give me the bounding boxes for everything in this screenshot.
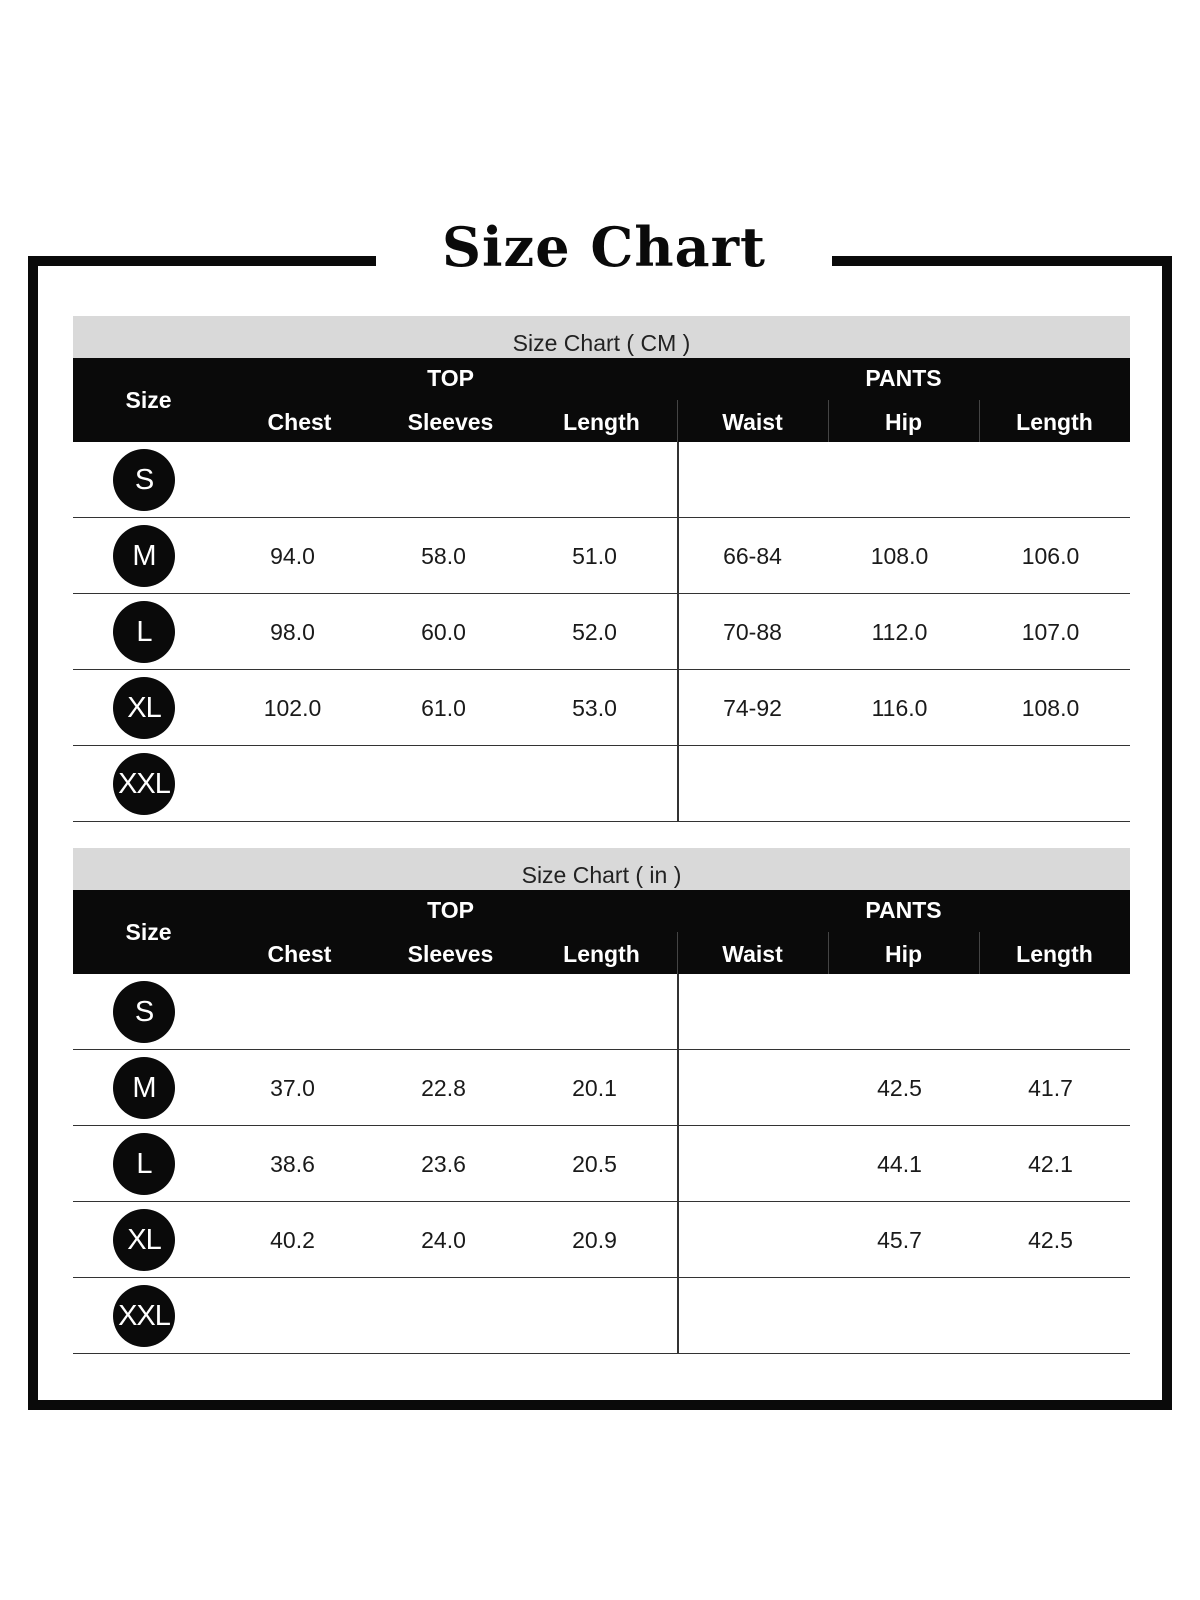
cell-chest: 38.6 bbox=[270, 1151, 315, 1177]
cell-chest: 94.0 bbox=[270, 543, 315, 569]
size-badge: XXL bbox=[113, 1285, 175, 1347]
table-caption: Size Chart ( CM ) bbox=[73, 316, 1130, 358]
header-top: TOP bbox=[427, 365, 474, 391]
header-sleeves: Sleeves bbox=[407, 941, 494, 967]
table-caption: Size Chart ( in ) bbox=[73, 848, 1130, 890]
size-badge: M bbox=[113, 1057, 175, 1119]
size-table-cm bbox=[73, 316, 1130, 822]
size-badge: XL bbox=[113, 677, 175, 739]
table-row bbox=[73, 594, 1130, 670]
cell-top-length: 20.9 bbox=[572, 1227, 617, 1253]
table-row bbox=[73, 1126, 1130, 1202]
header-size: Size bbox=[125, 387, 172, 413]
size-badge: XL bbox=[113, 1209, 175, 1271]
size-badge: M bbox=[113, 525, 175, 587]
header-chest: Chest bbox=[267, 409, 332, 435]
size-badge: S bbox=[113, 981, 175, 1043]
cell-hip: 44.1 bbox=[877, 1151, 922, 1177]
cell-sleeves: 58.0 bbox=[421, 543, 466, 569]
header-hip: Hip bbox=[884, 941, 923, 967]
cell-sleeves: 61.0 bbox=[421, 695, 466, 721]
cell-waist: 70-88 bbox=[723, 619, 782, 645]
cell-top-length: 52.0 bbox=[572, 619, 617, 645]
header-top: TOP bbox=[427, 897, 474, 923]
cell-pants-length: 42.1 bbox=[1028, 1151, 1073, 1177]
page-title: Size Chart bbox=[442, 215, 766, 279]
header-pants: PANTS bbox=[865, 365, 942, 391]
header-waist: Waist bbox=[722, 409, 783, 435]
cell-pants-length: 108.0 bbox=[1021, 695, 1080, 721]
size-badge: XXL bbox=[113, 753, 175, 815]
table-row bbox=[73, 442, 1130, 518]
cell-top-length: 51.0 bbox=[572, 543, 617, 569]
cell-chest: 37.0 bbox=[270, 1075, 315, 1101]
cell-top-length: 20.5 bbox=[572, 1151, 617, 1177]
cell-sleeves: 24.0 bbox=[421, 1227, 466, 1253]
table-row bbox=[73, 974, 1130, 1050]
size-table-in bbox=[73, 848, 1130, 1354]
header-pants-length: Length bbox=[1016, 941, 1093, 967]
table-header bbox=[73, 358, 1130, 442]
cell-hip: 112.0 bbox=[871, 619, 928, 645]
cell-top-length: 20.1 bbox=[572, 1075, 617, 1101]
table-header bbox=[73, 890, 1130, 974]
cell-sleeves: 60.0 bbox=[421, 619, 466, 645]
cell-pants-length: 107.0 bbox=[1021, 619, 1080, 645]
cell-sleeves: 23.6 bbox=[421, 1151, 466, 1177]
cell-top-length: 53.0 bbox=[572, 695, 617, 721]
header-pants-length: Length bbox=[1016, 409, 1093, 435]
table-row bbox=[73, 1278, 1130, 1354]
cell-sleeves: 22.8 bbox=[421, 1075, 466, 1101]
size-badge: L bbox=[113, 601, 175, 663]
header-top-length: Length bbox=[563, 941, 640, 967]
cell-chest: 98.0 bbox=[270, 619, 315, 645]
table-row bbox=[73, 670, 1130, 746]
cell-hip: 116.0 bbox=[871, 695, 928, 721]
header-size: Size bbox=[125, 919, 172, 945]
table-row bbox=[73, 518, 1130, 594]
header-hip: Hip bbox=[884, 409, 923, 435]
cell-pants-length: 42.5 bbox=[1028, 1227, 1073, 1253]
table-row bbox=[73, 1202, 1130, 1278]
cell-hip: 45.7 bbox=[877, 1227, 922, 1253]
header-waist: Waist bbox=[722, 941, 783, 967]
size-badge: S bbox=[113, 449, 175, 511]
cell-waist: 66-84 bbox=[723, 543, 782, 569]
cell-hip: 108.0 bbox=[870, 543, 929, 569]
cell-chest: 102.0 bbox=[263, 695, 322, 721]
cell-hip: 42.5 bbox=[877, 1075, 922, 1101]
table-row bbox=[73, 1050, 1130, 1126]
table-body bbox=[73, 442, 1130, 822]
header-top-length: Length bbox=[563, 409, 640, 435]
header-pants: PANTS bbox=[865, 897, 942, 923]
cell-waist: 74-92 bbox=[723, 695, 782, 721]
cell-pants-length: 106.0 bbox=[1021, 543, 1080, 569]
cell-chest: 40.2 bbox=[270, 1227, 315, 1253]
size-badge: L bbox=[113, 1133, 175, 1195]
header-sleeves: Sleeves bbox=[407, 409, 494, 435]
header-chest: Chest bbox=[267, 941, 332, 967]
table-body bbox=[73, 974, 1130, 1354]
table-row bbox=[73, 746, 1130, 822]
cell-pants-length: 41.7 bbox=[1028, 1075, 1073, 1101]
